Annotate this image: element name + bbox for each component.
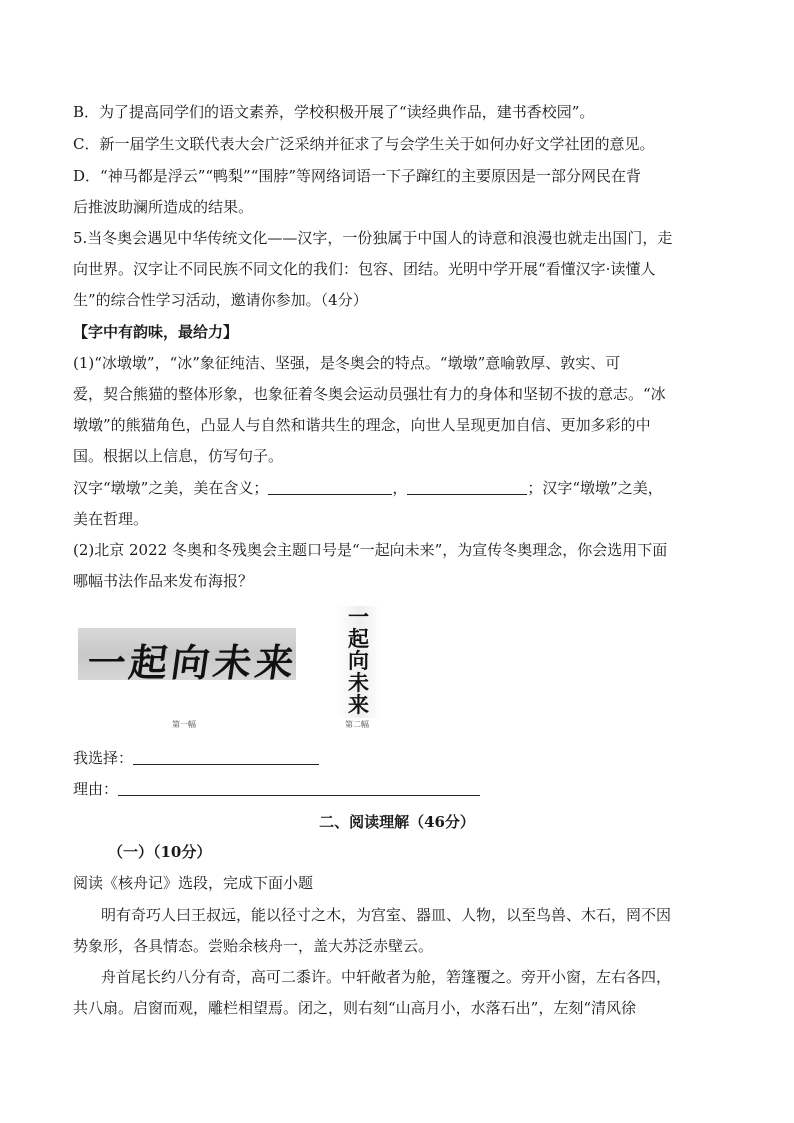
fill-end: 美在哲理。 bbox=[73, 510, 149, 528]
subsection-1: （一）（10分） bbox=[108, 843, 212, 861]
caption-first: 第一幅 bbox=[172, 720, 196, 729]
question5-line2: 向世界。汉字让不同民族不同文化的我们：包容、团结。光明中学开展“看懂汉字·读懂人 bbox=[73, 260, 656, 278]
option-d-line1: D．“神马都是浮云”“鸭梨”“围脖”等网络词语一下子蹿红的主要原因是一部分网民在背 bbox=[73, 167, 642, 185]
calligraphy-vertical-text: 一 起 向 未 来 bbox=[348, 604, 369, 717]
text-line2: 势象形，各具情态。尝贻余核舟一，盖大苏泛赤壁云。 bbox=[73, 937, 434, 955]
choose-label: 我选择： bbox=[73, 749, 134, 767]
calligraphy-horizontal bbox=[78, 628, 301, 685]
fill-suffix: ；汉字“墩墩”之美， bbox=[527, 479, 663, 497]
question5-line3: 生”的综合性学习活动，邀请你参加。（4分） bbox=[73, 291, 368, 309]
para1-line3: 墩墩”的熊猫角色，凸显人与自然和谐共生的理念，向世人呈现更加自信、更加多彩的中 bbox=[73, 416, 651, 434]
text-line1: 明有奇巧人曰王叔远，能以径寸之木，为宫室、器皿、人物，以至鸟兽、木石，罔不因 bbox=[101, 906, 672, 924]
fill-separator: ， bbox=[392, 479, 408, 497]
para1-line4: 国。根据以上信息，仿写句子。 bbox=[73, 447, 284, 465]
calligraphy-horizontal-text: 一起向未来 bbox=[84, 640, 301, 685]
answer-blank-2[interactable] bbox=[407, 479, 527, 495]
reason-label: 理由： bbox=[73, 780, 119, 798]
part2-title: 二、阅读理解（46分） bbox=[319, 813, 475, 831]
option-b: B．为了提高同学们的语文素养，学校积极开展了“读经典作品，建书香校园”。 bbox=[73, 103, 595, 121]
answer-blank-1[interactable] bbox=[268, 479, 392, 495]
option-d-line2: 后推波助澜所造成的结果。 bbox=[73, 198, 254, 216]
reason-blank[interactable] bbox=[118, 780, 480, 796]
para1-line2: 爱，契合熊猫的整体形象，也象征着冬奥会运动员强壮有力的身体和坚韧不拔的意志。“冰 bbox=[73, 385, 666, 403]
section-heading: 【字中有韵味，最给力】 bbox=[73, 323, 239, 341]
reading-intro: 阅读《核舟记》选段，完成下面小题 bbox=[73, 874, 314, 892]
text-line4: 共八扇。启窗而观，雕栏相望焉。闭之，则右刻“山高月小，水落石出”，左刻“清风徐 bbox=[73, 999, 637, 1017]
caption-second: 第二幅 bbox=[345, 720, 369, 729]
para2-line2: 哪幅书法作品来发布海报？ bbox=[73, 572, 254, 590]
para2-line1: (2)北京 2022 冬奥和冬残奥会主题口号是“一起向未来”，为宣传冬奥理念，你会选用下面 bbox=[73, 541, 668, 559]
question5-line1: 5.当冬奥会遇见中华传统文化——汉字，一份独属于中国人的诗意和浪漫也就走出国门，走 bbox=[73, 229, 673, 247]
choose-blank[interactable] bbox=[133, 749, 319, 765]
fill-in-sentence bbox=[73, 478, 663, 498]
option-c: C．新一届学生文联代表大会广泛采纳并征求了与会学生关于如何办好文学社团的意见。 bbox=[73, 135, 655, 153]
fill-prefix: 汉字“墩墩”之美，美在含义； bbox=[73, 479, 269, 497]
calligraphy-vertical bbox=[338, 606, 382, 718]
text-line3: 舟首尾长约八分有奇，高可二黍许。中轩敞者为舱，箬篷覆之。旁开小窗，左右各四， bbox=[101, 968, 672, 986]
para1-line1: (1)“冰墩墩”，“冰”象征纯洁、坚强，是冬奥会的特点。“墩墩”意喻敦厚、敦实、可 bbox=[73, 354, 621, 372]
reason-row bbox=[73, 779, 480, 799]
choose-row bbox=[73, 748, 319, 768]
